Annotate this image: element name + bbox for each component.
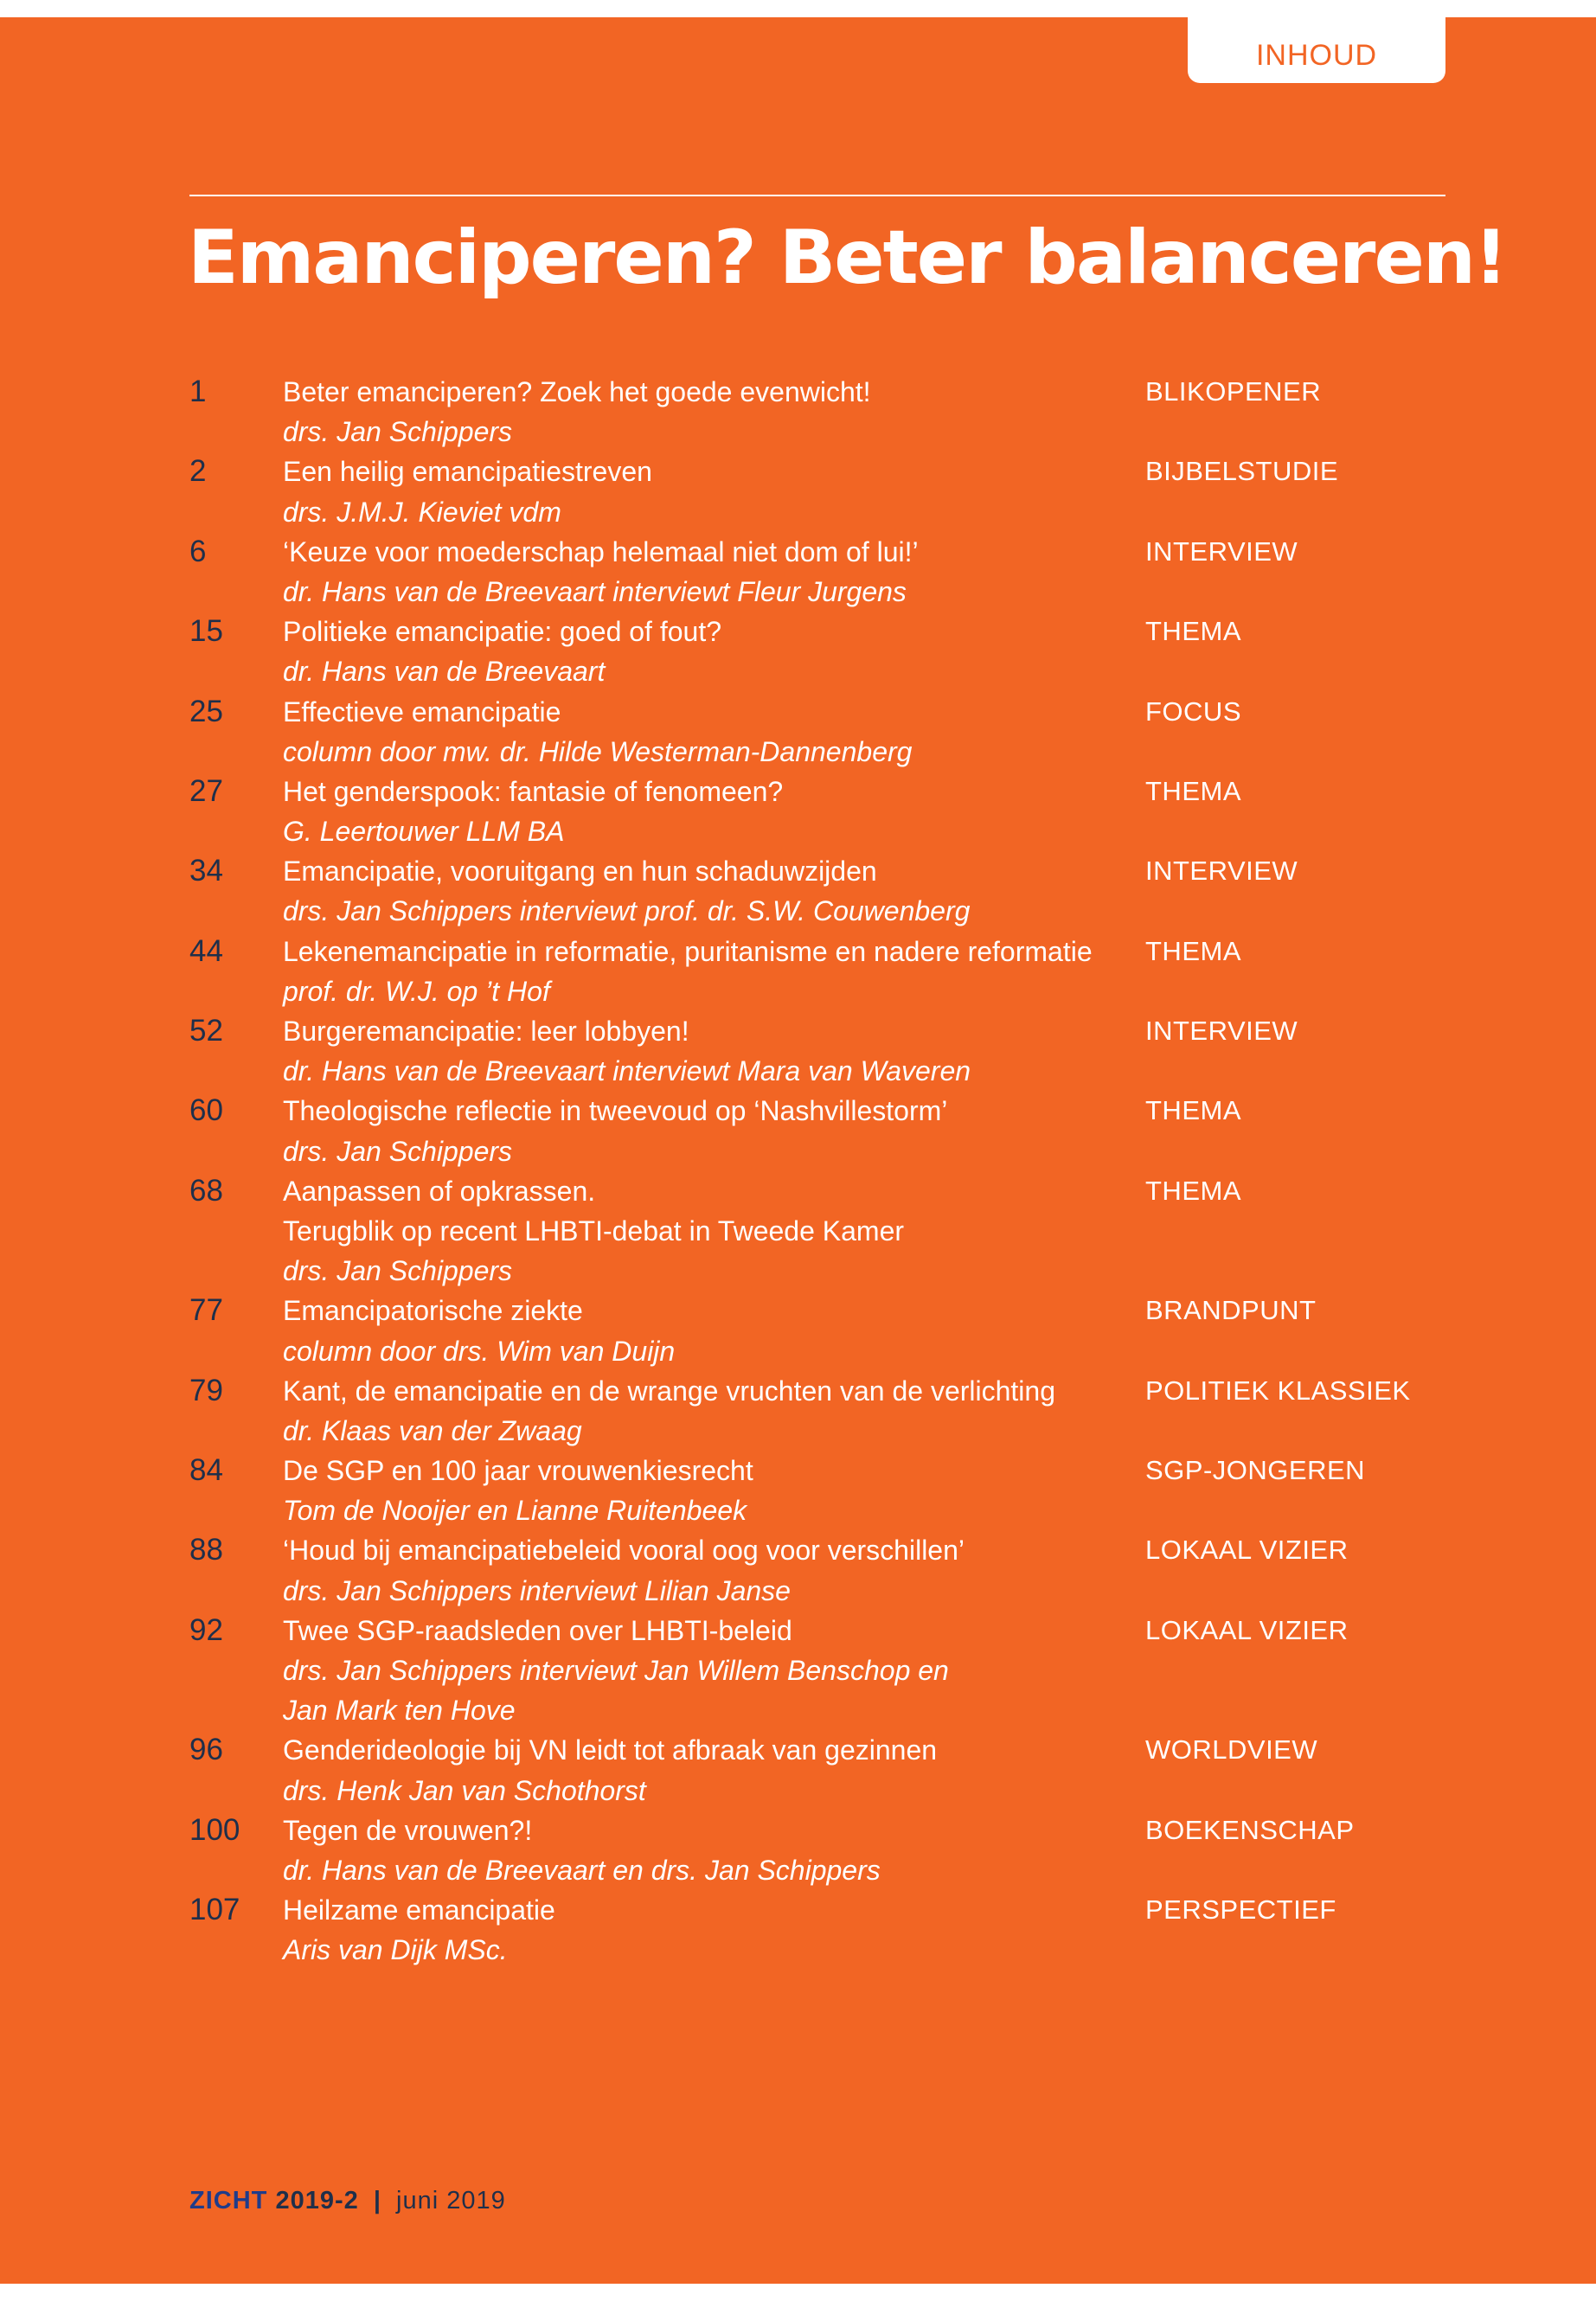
- toc-entry[interactable]: [189, 692, 1452, 772]
- toc-page-number: 2: [189, 454, 207, 489]
- toc-category: INTERVIEW: [1145, 535, 1298, 567]
- toc-category: SGP-JONGEREN: [1145, 1455, 1366, 1486]
- toc-author: column door drs. Wim van Duijn: [283, 1335, 676, 1367]
- toc-title: Twee SGP-raadsleden over LHBTI-beleid: [283, 1614, 792, 1646]
- toc-entry[interactable]: [189, 851, 1452, 931]
- toc-title: Burgeremancipatie: leer lobbyen!: [283, 1016, 689, 1047]
- toc-page-number: 60: [189, 1093, 223, 1128]
- toc-entry[interactable]: [189, 1730, 1452, 1810]
- toc-page-number: 15: [189, 614, 223, 649]
- toc-author: column door mw. dr. Hilde Westerman-Dannenberg: [283, 735, 913, 767]
- toc-page-number: 79: [189, 1373, 223, 1407]
- toc-entry[interactable]: [189, 1371, 1452, 1451]
- toc-category: LOKAAL VIZIER: [1145, 1535, 1349, 1566]
- toc-category: THEMA: [1145, 616, 1241, 647]
- toc-title: Emancipatie, vooruitgang en hun schaduwzijden: [283, 856, 877, 888]
- toc-author: drs. Jan Schippers: [283, 1255, 513, 1287]
- toc-title: Effectieve emancipatie: [283, 695, 561, 727]
- toc-page-number: 88: [189, 1533, 223, 1567]
- toc-page-number: 25: [189, 694, 223, 728]
- toc-author: dr. Hans van de Breevaart en drs. Jan Schippers: [283, 1854, 881, 1886]
- page-footer: [189, 2187, 506, 2215]
- toc-title: Genderideologie bij VN leidt tot afbraak van gezinnen: [283, 1734, 938, 1766]
- toc-author: drs. Jan Schippers interviewt Lilian Janse: [283, 1574, 791, 1606]
- toc-title: Het genderspook: fantasie of fenomeen?: [283, 775, 784, 807]
- toc-title: Beter emanciperen? Zoek het goede evenwicht!: [283, 376, 871, 407]
- toc-entry[interactable]: [189, 452, 1452, 531]
- toc-category: PERSPECTIEF: [1145, 1894, 1336, 1926]
- magazine-brand: ZICHT: [189, 2187, 268, 2214]
- toc-category: THEMA: [1145, 935, 1241, 966]
- toc-page-number: 84: [189, 1453, 223, 1488]
- toc-author: dr. Hans van de Breevaart interviewt Mara van Waveren: [283, 1055, 971, 1087]
- toc-entry[interactable]: [189, 1011, 1452, 1091]
- toc-entry[interactable]: [189, 1811, 1452, 1890]
- toc-category: INTERVIEW: [1145, 1016, 1298, 1046]
- toc-author-continued: Jan Mark ten Hove: [283, 1695, 516, 1727]
- toc-author: Aris van Dijk MSc.: [283, 1934, 508, 1966]
- toc-entry[interactable]: [189, 932, 1452, 1011]
- toc-category: FOCUS: [1145, 695, 1241, 727]
- issue-date: juni 2019: [396, 2187, 506, 2214]
- toc-title: Politieke emancipatie: goed of fout?: [283, 616, 721, 648]
- toc-category: BOEKENSCHAP: [1145, 1814, 1355, 1845]
- toc-author: dr. Hans van de Breevaart: [283, 656, 606, 688]
- toc-page-number: 100: [189, 1812, 240, 1847]
- toc-title: Aanpassen of opkrassen.: [283, 1175, 596, 1207]
- toc-title: Heilzame emancipatie: [283, 1894, 555, 1926]
- toc-page-number: 1: [189, 375, 207, 408]
- toc-title: De SGP en 100 jaar vrouwenkiesrecht: [283, 1455, 753, 1487]
- toc-category: POLITIEK KLASSIEK: [1145, 1375, 1411, 1406]
- toc-page-number: 107: [189, 1893, 240, 1927]
- toc-author: prof. dr. W.J. op ’t Hof: [283, 975, 550, 1007]
- title-divider: [189, 195, 1445, 196]
- toc-page-number: 77: [189, 1293, 223, 1328]
- issue-number: 2019-2: [275, 2187, 359, 2214]
- toc-title: Een heilig emancipatiestreven: [283, 456, 652, 488]
- toc-author: G. Leertouwer LLM BA: [283, 816, 565, 848]
- toc-title: Tegen de vrouwen?!: [283, 1814, 533, 1846]
- toc-page-number: 52: [189, 1014, 223, 1048]
- section-tab: INHOUD: [1188, 17, 1445, 83]
- toc-entry[interactable]: [189, 1291, 1452, 1370]
- toc-entry[interactable]: [189, 1890, 1452, 1970]
- toc-title: ‘Houd bij emancipatiebeleid vooral oog voor verschillen’: [283, 1535, 965, 1567]
- toc-category: INTERVIEW: [1145, 856, 1298, 887]
- toc-author: drs. Henk Jan van Schothorst: [283, 1774, 646, 1806]
- toc-entry[interactable]: [189, 372, 1452, 452]
- page-title: Emanciperen? Beter balanceren!: [188, 215, 1507, 301]
- toc-author: drs. Jan Schippers interviewt prof. dr. S.W. Couwenberg: [283, 895, 971, 927]
- toc-category: THEMA: [1145, 1095, 1241, 1126]
- toc-category: THEMA: [1145, 775, 1241, 806]
- toc-page-number: 44: [189, 933, 223, 968]
- toc-entry[interactable]: [189, 1611, 1452, 1731]
- toc-title: ‘Keuze voor moederschap helemaal niet dom of lui!’: [283, 535, 919, 567]
- toc-subtitle: Terugblik op recent LHBTI-debat in Tweede Kamer: [283, 1215, 905, 1247]
- toc-entry[interactable]: [189, 1091, 1452, 1170]
- toc-author: drs. Jan Schippers: [283, 416, 513, 448]
- toc-category: LOKAAL VIZIER: [1145, 1614, 1349, 1645]
- toc-entry[interactable]: [189, 1171, 1452, 1292]
- toc-author: drs. J.M.J. Kieviet vdm: [283, 496, 561, 528]
- toc-entry[interactable]: [189, 1451, 1452, 1530]
- table-of-contents: [189, 372, 1452, 1971]
- toc-entry[interactable]: [189, 532, 1452, 612]
- toc-category: BRANDPUNT: [1145, 1295, 1317, 1326]
- magazine-page: [0, 17, 1596, 2284]
- toc-page-number: 27: [189, 773, 223, 808]
- footer-separator: |: [373, 2187, 381, 2214]
- toc-entry[interactable]: [189, 1530, 1452, 1610]
- toc-entry[interactable]: [189, 612, 1452, 691]
- toc-category: BLIKOPENER: [1145, 376, 1322, 407]
- toc-title: Kant, de emancipatie en de wrange vruchten van de verlichting: [283, 1375, 1055, 1407]
- toc-page-number: 96: [189, 1733, 223, 1767]
- toc-page-number: 68: [189, 1173, 223, 1208]
- toc-author: drs. Jan Schippers: [283, 1135, 513, 1167]
- toc-title: Lekenemancipatie in reformatie, puritanisme en nadere reformatie: [283, 935, 1093, 967]
- toc-author: dr. Hans van de Breevaart interviewt Fleur Jurgens: [283, 575, 907, 607]
- toc-entry[interactable]: [189, 772, 1452, 851]
- toc-page-number: 34: [189, 854, 223, 888]
- toc-author: drs. Jan Schippers interviewt Jan Willem Benschop en: [283, 1655, 949, 1686]
- toc-category: BIJBELSTUDIE: [1145, 456, 1339, 487]
- toc-category: THEMA: [1145, 1175, 1241, 1206]
- toc-page-number: 92: [189, 1612, 223, 1647]
- toc-title: Emancipatorische ziekte: [283, 1295, 583, 1327]
- toc-author: Tom de Nooijer en Lianne Ruitenbeek: [283, 1495, 747, 1527]
- toc-title: Theologische reflectie in tweevoud op ‘Nashvillestorm’: [283, 1095, 948, 1127]
- toc-category: WORLDVIEW: [1145, 1734, 1318, 1766]
- toc-page-number: 6: [189, 534, 207, 568]
- toc-author: dr. Klaas van der Zwaag: [283, 1414, 582, 1446]
